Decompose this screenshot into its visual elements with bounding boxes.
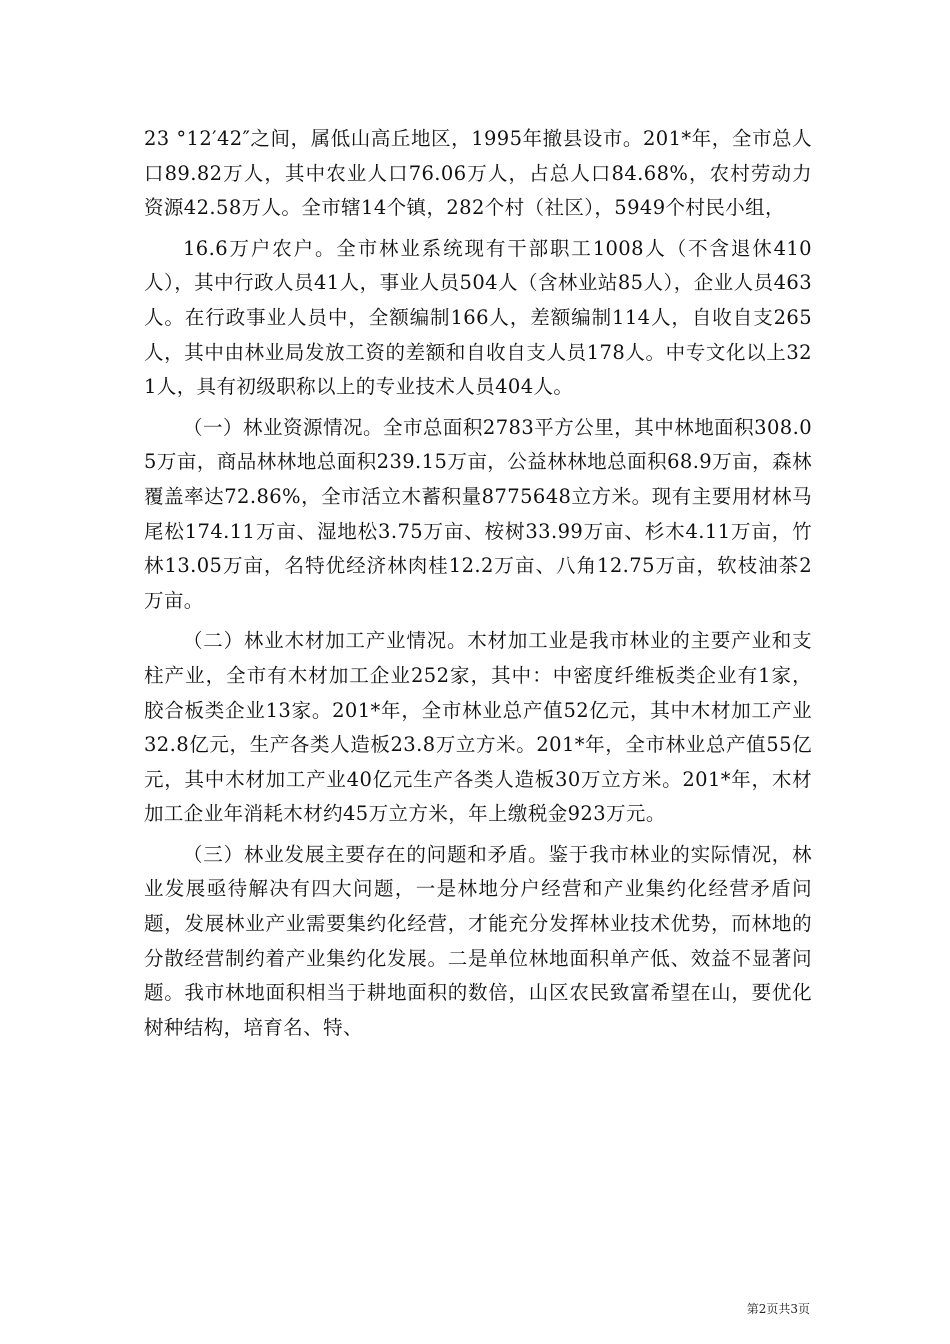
paragraph-1: 23 °12′42″之间，属低山高丘地区，1995年撤县设市。201*年，全市总人口89.82万人，其中农业人口76.06万人，占总人口84.68%，农村劳动力资源42.58万人。全市辖14个镇，282个村（社区），5949个村民小组，	[144, 127, 812, 220]
document-body	[144, 122, 812, 1051]
paragraph-5: （三）林业发展主要存在的问题和矛盾。鉴于我市林业的实际情况，林业发展亟待解决有四大问题，一是林地分户经营和产业集约化经营矛盾问题，发展林业产业需要集约化经营，才能充分发挥林业技术优势，而林地的分散经营制约着产业集约化发展。二是单位林地面积单产低、效益不显著问题。我市林地面积相当于耕地面积的数倍，山区农民致富希望在山，要优化树种结构，培育名、特、	[144, 842, 812, 1039]
page-number: 第2页共3页	[746, 1302, 810, 1316]
paragraph-2: 16.6万户农户。全市林业系统现有干部职工1008人（不含退休410人），其中行政人员41人，事业人员504人（含林业站85人），企业人员463人。在行政事业人员中，全额编制166人，差额编制114人，自收自支265人，其中由林业局发放工资的差额和自收自支人员178人。中专文化以上321人，具有初级职称以上的专业技术人员404人。	[144, 236, 812, 399]
paragraph-3: （一）林业资源情况。全市总面积2783平方公里，其中林地面积308.05万亩，商品林林地总面积239.15万亩，公益林林地总面积68.9万亩，森林覆盖率达72.86%，全市活立木蓄积量8775648立方米。现有主要用材林马尾松174.11万亩、湿地松3.75万亩、桉树33.99万亩、杉木4.11万亩，竹林13.05万亩，名特优经济林肉桂12.2万亩、八角12.75万亩，软枝油茶2万亩。	[144, 415, 812, 612]
paragraph-4: （二）林业木材加工产业情况。木材加工业是我市林业的主要产业和支柱产业，全市有木材加工企业252家，其中：中密度纤维板类企业有1家，胶合板类企业13家。201*年，全市林业总产值52亿元，其中木材加工产业32.8亿元，生产各类人造板23.8万立方米。201*年，全市林业总产值55亿元，其中木材加工产业40亿元生产各类人造板30万立方米。201*年，木材加工企业年消耗木材约45万立方米，年上缴税金923万元。	[144, 629, 812, 826]
